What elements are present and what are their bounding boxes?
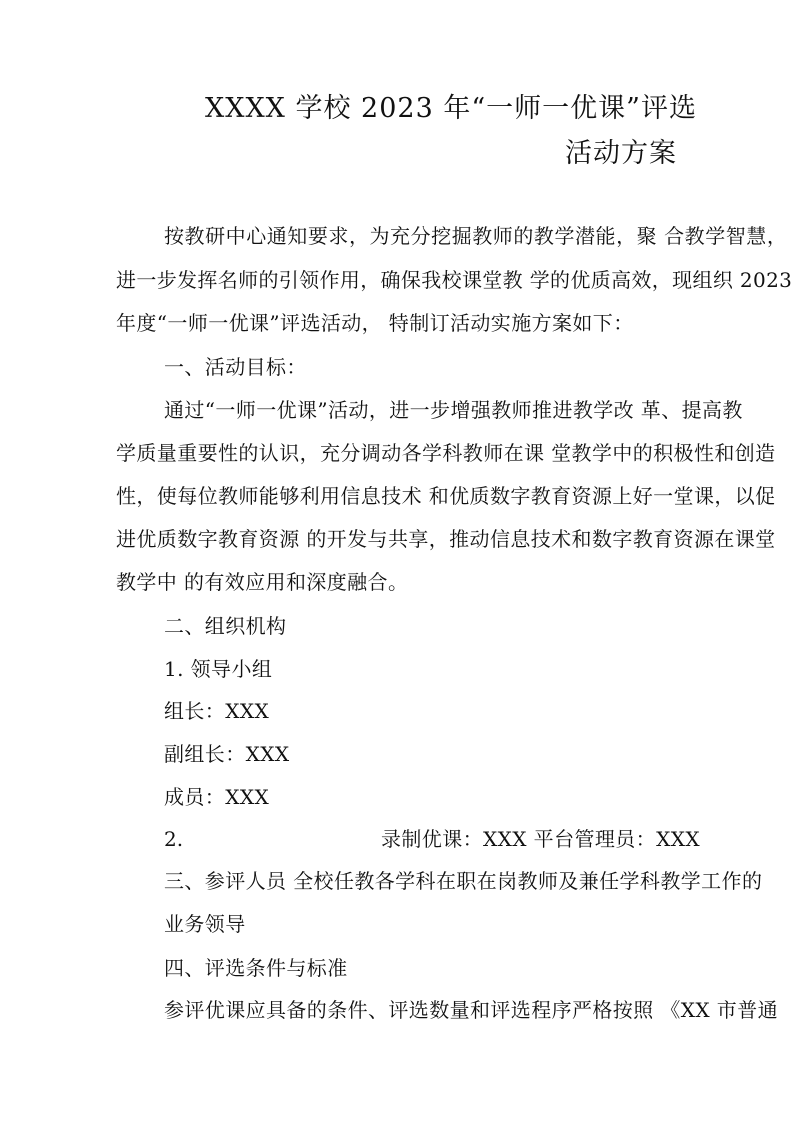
member-line-leader: 组长：XXX (164, 699, 270, 723)
body-paragraph-line: 性，使每位教师能够利用信息技术 和优质数字教育资源上好一堂课，以促 (116, 484, 776, 508)
body-paragraph-line: 按教研中心通知要求，为充分挖掘教师的教学潜能，聚 合教学智慧， (164, 224, 788, 248)
subheading-leadership-group: 1. 领导小组 (164, 657, 273, 681)
body-paragraph-line: 进优质数字教育资源 的开发与共享，推动信息技术和数字教育资源在课堂 (116, 527, 776, 551)
member-line-members: 成员：XXX (164, 785, 270, 809)
body-paragraph-line: 年度“一师一优课”评选活动， 特制订活动实施方案如下： (116, 311, 634, 335)
section-heading-organization: 二、组织机构 (164, 614, 287, 638)
list-number: 2. (164, 827, 184, 851)
body-paragraph-line: 进一步发挥名师的引领作用，确保我校课堂教 学的优质高效，现组织 2023 (116, 268, 793, 292)
document-title-line-1: XXXX 学校 2023 年“一师一优课”评选 (205, 93, 697, 124)
body-paragraph-line: 教学中 的有效应用和深度融合。 (116, 570, 409, 594)
section-heading-activity-goals: 一、活动目标： (164, 355, 307, 379)
body-paragraph-line: 参评优课应具备的条件、评选数量和评选程序严格按照 《XX 市普通 (164, 998, 778, 1022)
body-paragraph-line: 通过“一师一优课”活动，进一步增强教师推进教学改 革、提高教 (164, 398, 743, 422)
document-title-line-2: 活动方案 (565, 138, 677, 169)
section-heading-criteria: 四、评选条件与标准 (164, 956, 348, 980)
member-line-deputy-leader: 副组长：XXX (164, 742, 290, 766)
recording-staff-line: 录制优课：XXX 平台管理员：XXX (381, 827, 700, 851)
body-paragraph-line: 业务领导 (164, 912, 246, 936)
section-heading-participants: 三、参评人员 全校任教各学科在职在岗教师及兼任学科教学工作的 (164, 869, 763, 893)
body-paragraph-line: 学质量重要性的认识，充分调动各学科教师在课 堂教学中的积极性和创造 (116, 441, 776, 465)
